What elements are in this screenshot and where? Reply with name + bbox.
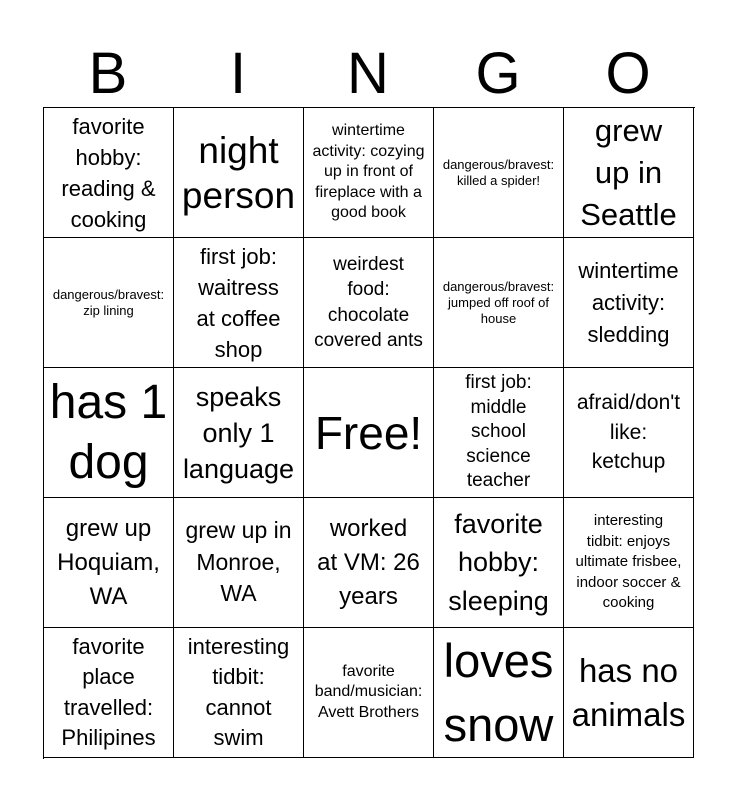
cell-text: night person [181, 129, 296, 216]
bingo-cell[interactable] [44, 628, 174, 758]
cell-text: dangerous/bravest: jumped off roof of house [442, 278, 555, 326]
bingo-cell[interactable] [174, 628, 304, 758]
bingo-cell[interactable] [44, 238, 174, 368]
bingo-cell[interactable] [304, 238, 434, 368]
header-letter-i: I [229, 41, 247, 106]
bingo-cell[interactable] [564, 368, 694, 498]
bingo-cell[interactable] [304, 628, 434, 758]
cell-text: dangerous/bravest: killed a spider! [442, 156, 555, 188]
cell-text: Free! [314, 406, 423, 459]
bingo-cell[interactable] [564, 628, 694, 758]
bingo-cell[interactable] [434, 368, 564, 498]
bingo-cell[interactable] [174, 498, 304, 628]
cell-text: first job: middle school science teacher [465, 372, 532, 492]
cell-text: loves snow [443, 633, 554, 751]
header-letter-b: B [88, 41, 128, 106]
bingo-cell[interactable] [174, 368, 304, 498]
cell-text: afraid/don't like: ketchup [576, 391, 681, 474]
cell-text: speaks only 1 language [182, 381, 295, 484]
bingo-cell[interactable] [304, 108, 434, 238]
cell-text: grew up in Monroe, WA [185, 517, 292, 607]
cell-text: favorite hobby: reading & cooking [61, 113, 156, 232]
cell-text: wintertime activity: sledding [578, 257, 679, 347]
header-letter-n: N [347, 41, 389, 106]
bingo-cell[interactable] [434, 498, 564, 628]
bingo-cell[interactable] [304, 368, 434, 498]
cell-text: wintertime activity: cozying up in front of fireplace with a good book [312, 122, 425, 222]
cell-text: first job: waitress at coffee shop [196, 243, 281, 362]
cell-text: grew up Hoquiam, WA [57, 514, 160, 610]
cell-text: favorite place travelled: Philipines [61, 633, 156, 750]
bingo-cell[interactable] [564, 238, 694, 368]
bingo-cell[interactable] [564, 498, 694, 628]
bingo-cell[interactable] [174, 238, 304, 368]
bingo-cell[interactable] [174, 108, 304, 238]
cell-text: weirdest food: chocolate covered ants [314, 253, 423, 351]
cell-text: worked at VM: 26 years [317, 514, 420, 610]
cell-text: favorite hobby: sleeping [448, 508, 549, 616]
cell-text: interesting tidbit: enjoys ultimate frisbee, indoor soccer & cooking [575, 512, 682, 612]
header-letter-o: O [605, 41, 651, 106]
bingo-cell[interactable] [304, 498, 434, 628]
bingo-cell[interactable] [434, 628, 564, 758]
bingo-grid [43, 107, 695, 759]
bingo-cell[interactable] [564, 108, 694, 238]
cell-text: favorite band/musician: Avett Brothers [314, 662, 423, 721]
bingo-cell[interactable] [434, 238, 564, 368]
bingo-cell[interactable] [44, 498, 174, 628]
bingo-header [43, 40, 693, 108]
bingo-cell[interactable] [44, 368, 174, 498]
cell-text: interesting tidbit: cannot swim [187, 633, 290, 750]
header-letter-g: G [475, 41, 521, 106]
bingo-cell[interactable] [434, 108, 564, 238]
bingo-cell[interactable] [44, 108, 174, 238]
cell-text: dangerous/bravest: zip lining [52, 286, 165, 318]
cell-text: has 1 dog [49, 375, 168, 489]
cell-text: grew up in Seattle [580, 112, 677, 232]
cell-text: has no animals [571, 651, 686, 733]
